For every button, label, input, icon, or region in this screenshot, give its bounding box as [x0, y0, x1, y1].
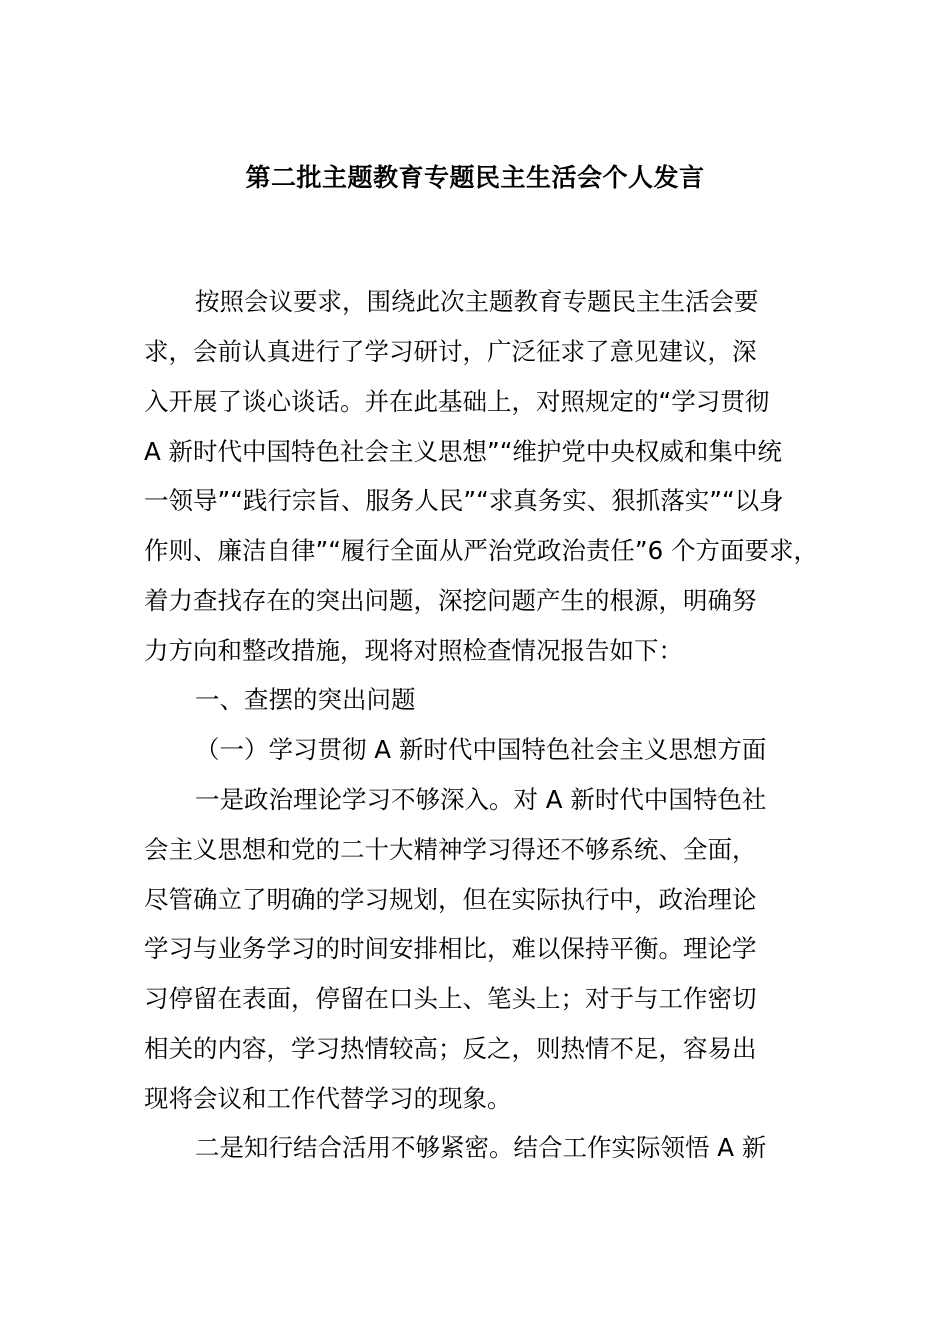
document-title: 第二批主题教育专题民主生活会个人发言 — [245, 163, 705, 192]
paragraph-line: 现将会议和工作代替学习的现象。 — [144, 1084, 512, 1113]
paragraph-line: 二是知行结合活用不够紧密。结合工作实际领悟 A 新 — [195, 1133, 767, 1162]
subsection-heading: （一）学习贯彻 A 新时代中国特色社会主义思想方面 — [195, 735, 767, 764]
paragraph-line: 求，会前认真进行了学习研讨，广泛征求了意见建议，深 — [144, 337, 757, 366]
paragraph-line: 会主义思想和党的二十大精神学习得还不够系统、全面， — [144, 835, 757, 864]
section-heading: 一、查摆的突出问题 — [195, 685, 416, 714]
paragraph-line: 学习与业务学习的时间安排相比，难以保持平衡。理论学 — [144, 934, 757, 963]
paragraph-line: 尽管确立了明确的学习规划，但在实际执行中，政治理论 — [144, 885, 757, 914]
paragraph-line: 着力查找存在的突出问题，深挖问题产生的根源，明确努 — [144, 586, 757, 615]
paragraph-line: 作则、廉洁自律”“履行全面从严治党政治责任”6 个方面要求， — [144, 536, 818, 565]
paragraph-line: A 新时代中国特色社会主义思想”“维护党中央权威和集中统 — [144, 437, 782, 466]
paragraph-line: 相关的内容，学习热情较高；反之，则热情不足，容易出 — [144, 1034, 757, 1063]
paragraph-line: 入开展了谈心谈话。并在此基础上，对照规定的“学习贯彻 — [144, 387, 770, 416]
paragraph-line: 一领导”“践行宗旨、服务人民”“求真务实、狠抓落实”“以身 — [144, 486, 784, 515]
paragraph-line: 按照会议要求，围绕此次主题教育专题民主生活会要 — [195, 287, 759, 316]
paragraph-line: 一是政治理论学习不够深入。对 A 新时代中国特色社 — [195, 785, 767, 814]
paragraph-line: 习停留在表面，停留在口头上、笔头上；对于与工作密切 — [144, 984, 757, 1013]
paragraph-line: 力方向和整改措施，现将对照检查情况报告如下： — [144, 636, 683, 665]
